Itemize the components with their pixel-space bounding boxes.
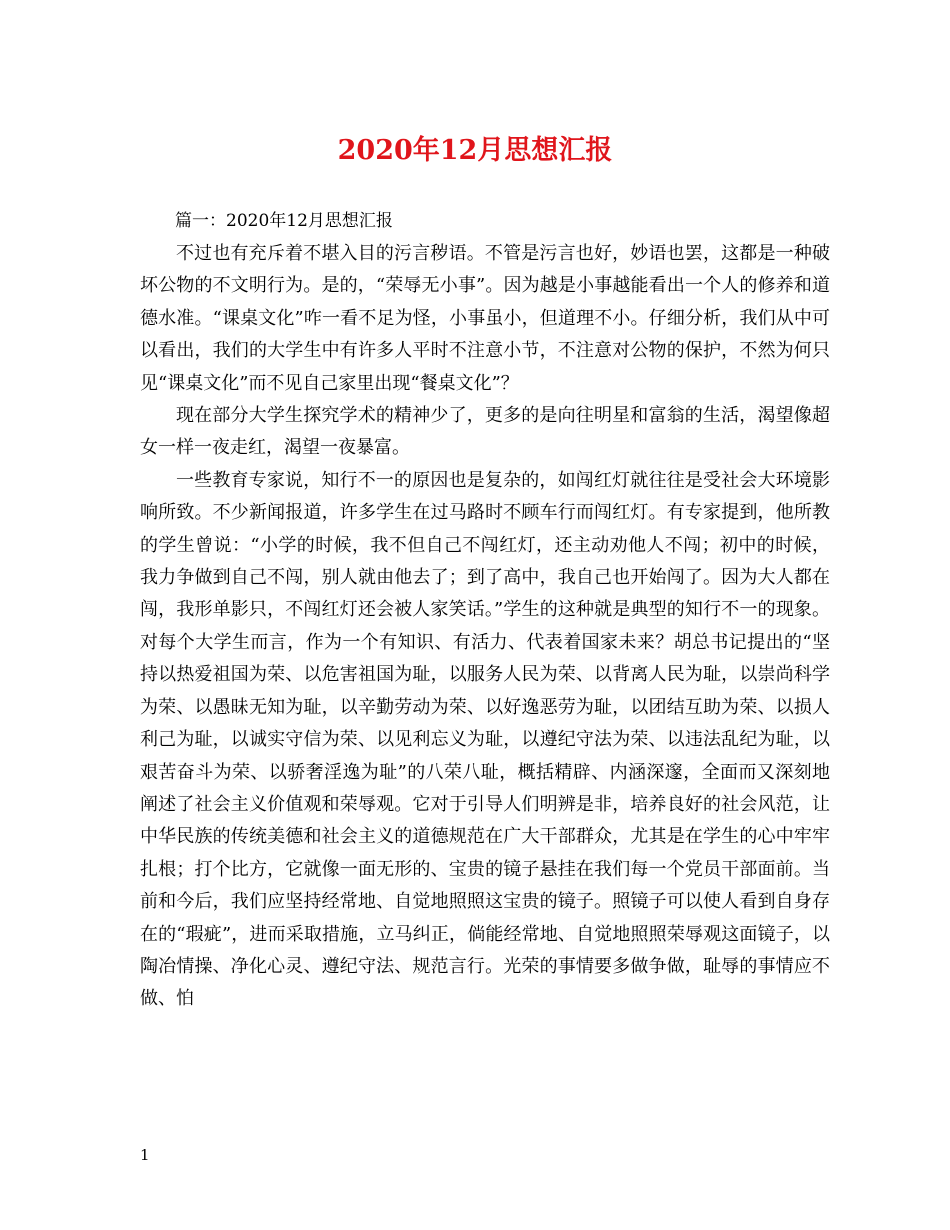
paragraph: 不过也有充斥着不堪入目的污言秽语。不管是污言也好，妙语也罢，这都是一种破坏公物的不文明行为。是的，“荣辱无小事”。因为越是小事越能看出一个人的修养和道德水准。“课桌文化”咋一看不足为怪，小事虽小，但道理不小。仔细分析，我们从中可以看出，我们的大学生中有许多人平时不注意小节，不注意对公物的保护，不然为何只见“课桌文化”而不见自己家里出现“餐桌文化”？ xyxy=(140,243,830,394)
page-number: 1 xyxy=(140,1146,150,1164)
document-body xyxy=(140,238,830,1016)
paragraph: 现在部分大学生探究学术的精神少了，更多的是向往明星和富翁的生活，渴望像超女一样一夜走红，渴望一夜暴富。 xyxy=(140,405,830,459)
section-subheading: 篇一：2020年12月思想汇报 xyxy=(175,211,393,231)
paragraph: 一些教育专家说，知行不一的原因也是复杂的，如闯红灯就往往是受社会大环境影响所致。不少新闻报道，许多学生在过马路时不顾车行而闯红灯。有专家提到，他所教的学生曾说：“小学的时候，我不但自己不闯红灯，还主动劝他人不闯；初中的时候，我力争做到自己不闯，别人就由他去了；到了高中，我自己也开始闯了。因为大人都在闯，我形单影只，不闯红灯还会被人家笑话。”学生的这种就是典型的知行不一的现象。对每个大学生而言，作为一个有知识、有活力、代表着国家未来？胡总书记提出的“坚持以热爱祖国为荣、以危害祖国为耻，以服务人民为荣、以背离人民为耻，以崇尚科学为荣、以愚昧无知为耻，以辛勤劳动为荣、以好逸恶劳为耻，以团结互助为荣、以损人利己为耻，以诚实守信为荣、以见利忘义为耻，以遵纪守法为荣、以违法乱纪为耻，以艰苦奋斗为荣、以骄奢淫逸为耻”的八荣八耻，概括精辟、内涵深邃，全面而又深刻地阐述了社会主义价值观和荣辱观。它对于引导人们明辨是非，培养良好的社会风范，让中华民族的传统美德和社会主义的道德规范在广大干部群众，尤其是在学生的心中牢牢扎根；打个比方，它就像一面无形的、宝贵的镜子悬挂在我们每一个党员干部面前。当前和今后，我们应坚持经常地、自觉地照照这宝贵的镜子。照镜子可以使人看到自身存在的“瑕疵”，进而采取措施，立马纠正，倘能经常地、自觉地照照荣辱观这面镜子，以陶冶情操、净化心灵、遵纪守法、规范言行。光荣的事情要多做争做，耻辱的事情应不做、怕 xyxy=(140,469,830,1010)
document-title: 2020年12月思想汇报 xyxy=(337,135,613,166)
